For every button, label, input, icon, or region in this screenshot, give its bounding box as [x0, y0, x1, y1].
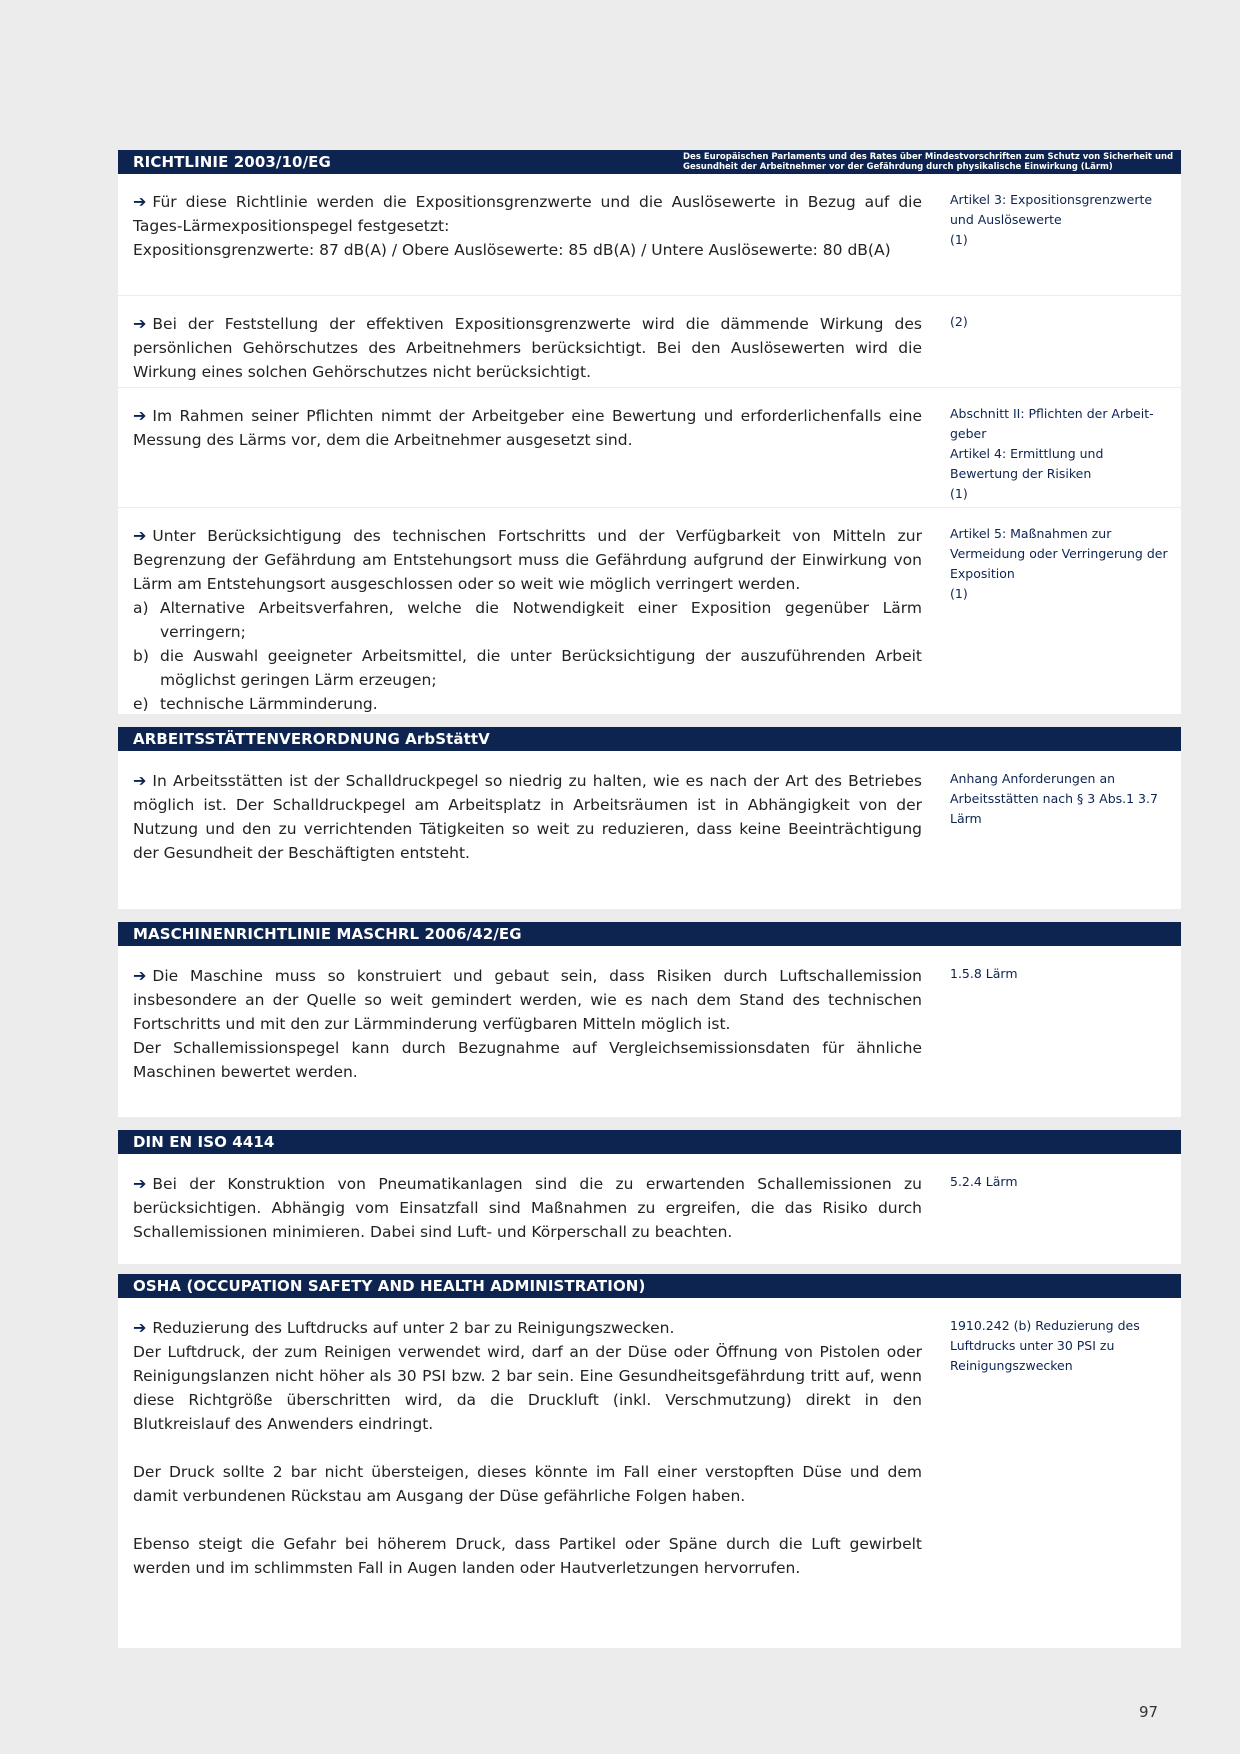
- arrow-right-icon: ➔: [133, 192, 147, 211]
- section-body-maschinenrichtlinie: [118, 946, 1181, 1117]
- document: [118, 150, 1181, 1648]
- row-text: [118, 964, 922, 1107]
- paragraph: In Arbeitsstätten ist der Schalldruckpegel so niedrig zu halten, wie es nach der Art des Betriebes möglich ist. Der Schalldruckpegel am Arbeitsplatz in Arbeitsräumen ist in Abhängigkeit von der Nutzung und den zu verrichtenden Tätigkeiten so weit zu reduzieren, dass keine Beeinträchtigung der Gesundheit der Beschäftigten entsteht.: [133, 772, 922, 862]
- row-text: [118, 769, 922, 899]
- reference-text: (1): [950, 232, 968, 247]
- list-marker: e): [133, 695, 149, 713]
- content-row: [118, 946, 1181, 1117]
- arrow-right-icon: ➔: [133, 314, 147, 333]
- row-reference: [950, 1172, 1170, 1254]
- list-text: Alternative Arbeitsverfahren, welche die Notwendigkeit einer Exposition gegenüber Lärm verringern;: [160, 599, 922, 641]
- row-reference: [950, 190, 1170, 285]
- paragraph: Der Luftdruck, der zum Reinigen verwendet wird, darf an der Düse oder Öffnung von Pistolen oder Reinigungslanzen nicht höher als 30 PSI bzw. 2 bar sein. Eine Gesundheitsgefährdung tritt auf, wenn diese Richtgröße überschritten wird, da die Druckluft (inkl. Verschmutzung) direkt in den Blutkreislauf des Anwenders eindringt.: [133, 1343, 922, 1433]
- row-text: [118, 190, 922, 285]
- paragraph: Im Rahmen seiner Pflichten nimmt der Arbeitgeber eine Bewertung und erforderlichenfalls eine Messung des Lärms vor, dem die Arbeitnehmer ausgesetzt sind.: [133, 407, 922, 449]
- paragraph: Unter Berücksichtigung des technischen Fortschritts und der Verfügbarkeit von Mitteln zur Begrenzung der Gefährdung am Entstehungsort muss die Gefährdung aufgrund der Einwirkung von Lärm am Entstehungsort ausgeschlossen oder so weit wie möglich verringert werden.: [133, 527, 922, 593]
- section-body-osha: [118, 1298, 1181, 1648]
- paragraph: Expositionsgrenzwerte: 87 dB(A) / Obere Auslösewerte: 85 dB(A) / Untere Auslösewerte: 80 dB(A): [133, 241, 891, 259]
- section-header-maschinenrichtlinie: [118, 922, 1181, 946]
- arrow-right-icon: ➔: [133, 771, 147, 790]
- reference-text: 5.2.4 Lärm: [950, 1174, 1018, 1189]
- list-text: die Auswahl geeigneter Arbeitsmittel, die unter Berücksichtigung der auszuführenden Arbeit möglichst geringen Lärm erzeugen;: [160, 647, 922, 689]
- row-reference: [950, 1316, 1170, 1638]
- reference-text: 1910.242 (b) Reduzierung des Luftdrucks unter 30 PSI zu Reinigungszwecken: [950, 1318, 1140, 1373]
- row-text: [118, 312, 922, 381]
- content-row: [118, 1154, 1181, 1264]
- list-item: [133, 692, 922, 716]
- paragraph: Bei der Konstruktion von Pneumatikanlagen sind die zu erwartenden Schallemissionen zu berücksichtigen. Abhängig vom Einsatzfall sind Maßnahmen zu ergreifen, die das Risiko durch Schallemissionen minimieren. Dabei sind Luft- und Körperschall zu beachten.: [133, 1175, 922, 1241]
- section-title: ARBEITSSTÄTTENVERORDNUNG ArbStättV: [133, 730, 490, 748]
- row-reference: [950, 404, 1170, 501]
- section-title: OSHA (OCCUPATION SAFETY AND HEALTH ADMINISTRATION): [133, 1277, 646, 1295]
- content-row: [118, 174, 1181, 296]
- section-header-richtlinie: [118, 150, 1181, 174]
- reference-text: (1): [950, 486, 968, 501]
- paragraph: Ebenso steigt die Gefahr bei höherem Druck, dass Partikel oder Späne durch die Luft gewirbelt werden und im schlimmsten Fall in Augen landen oder Hautverletzungen hervorrufen.: [133, 1535, 922, 1577]
- row-reference: [950, 312, 1170, 377]
- content-row: [118, 508, 1181, 714]
- reference-text: Artikel 3: Expositionsgrenzwerte und Auslösewerte: [950, 192, 1153, 227]
- row-text: [118, 1172, 922, 1254]
- reference-text: (2): [950, 314, 968, 329]
- paragraph: Für diese Richtlinie werden die Expositionsgrenzwerte und die Auslösewerte in Bezug auf die Tages-Lärmexpositionspegel festgesetzt:: [133, 193, 922, 235]
- arrow-right-icon: ➔: [133, 1318, 147, 1337]
- row-text: [118, 524, 922, 713]
- paragraph: Bei der Feststellung der effektiven Expositionsgrenzwerte wird die dämmende Wirkung des persönlichen Gehörschutzes des Arbeitnehmers berücksichtigt. Bei den Auslösewerten wird die Wirkung eines solchen Gehörschutzes nicht berücksichtigt.: [133, 315, 922, 381]
- reference-text: (1): [950, 586, 968, 601]
- row-reference: [950, 964, 1170, 1107]
- reference-text: Artikel 5: Maßnahmen zur Vermeidung oder Verringerung der Exposition: [950, 526, 1168, 581]
- paragraph: Die Maschine muss so konstruiert und gebaut sein, dass Risiken durch Luftschallemission insbesondere an der Quelle so weit gemindert werden, wie es nach dem Stand des technischen Fortschritts und mit den zur Lärmminderung verfügbaren Mitteln möglich ist.: [133, 967, 922, 1033]
- paragraph: Reduzierung des Luftdrucks auf unter 2 bar zu Reinigungszwecken.: [152, 1319, 675, 1337]
- list-marker: b): [133, 647, 149, 665]
- arrow-right-icon: ➔: [133, 406, 147, 425]
- list-text: technische Lärmminderung.: [160, 695, 378, 713]
- row-reference: [950, 769, 1170, 899]
- row-text: [118, 1316, 922, 1638]
- row-text: [118, 404, 922, 497]
- arrow-right-icon: ➔: [133, 526, 147, 545]
- page-number: 97: [1139, 1703, 1159, 1721]
- section-title: RICHTLINIE 2003/10/EG: [133, 153, 331, 171]
- reference-text: Artikel 4: Ermittlung und Bewertung der Risiken: [950, 446, 1104, 481]
- content-row: [118, 751, 1181, 909]
- arrow-right-icon: ➔: [133, 966, 147, 985]
- arrow-right-icon: ➔: [133, 1174, 147, 1193]
- section-header-arbstaettv: [118, 727, 1181, 751]
- list-item: [133, 596, 922, 644]
- section-title: MASCHINENRICHTLINIE MASCHRL 2006/42/EG: [133, 925, 522, 943]
- section-subtitle: [683, 152, 1181, 172]
- subtitle-line: Gesundheit der Arbeitnehmer vor der Gefährdung durch physikalische Einwirkung (Lärm): [683, 162, 1113, 172]
- section-title: DIN EN ISO 4414: [133, 1133, 275, 1151]
- section-body-arbstaettv: [118, 751, 1181, 909]
- section-body-richtlinie: [118, 174, 1181, 714]
- paragraph: Der Schallemissionspegel kann durch Bezugnahme auf Vergleichsemissionsdaten für ähnliche Maschinen bewertet werden.: [133, 1039, 922, 1081]
- subtitle-line: Des Europäischen Parlaments und des Rates über Mindestvorschriften zum Schutz von Sicherheit und: [683, 152, 1174, 162]
- list-item: [133, 644, 922, 692]
- row-reference: [950, 524, 1170, 704]
- list-marker: a): [133, 599, 149, 617]
- section-header-osha: [118, 1274, 1181, 1298]
- section-body-din-en-iso: [118, 1154, 1181, 1264]
- content-row: [118, 1298, 1181, 1648]
- section-header-din-en-iso: [118, 1130, 1181, 1154]
- reference-text: Abschnitt II: Pflichten der Arbeit-geber: [950, 406, 1154, 441]
- content-row: [118, 296, 1181, 388]
- reference-text: 1.5.8 Lärm: [950, 966, 1018, 981]
- paragraph: Der Druck sollte 2 bar nicht übersteigen, dieses könnte im Fall einer verstopften Düse und dem damit verbundenen Rückstau am Ausgang der Düse gefährliche Folgen haben.: [133, 1463, 922, 1505]
- reference-text: Anhang Anforderungen an Arbeitsstätten nach § 3 Abs.1 3.7 Lärm: [950, 771, 1158, 826]
- content-row: [118, 388, 1181, 508]
